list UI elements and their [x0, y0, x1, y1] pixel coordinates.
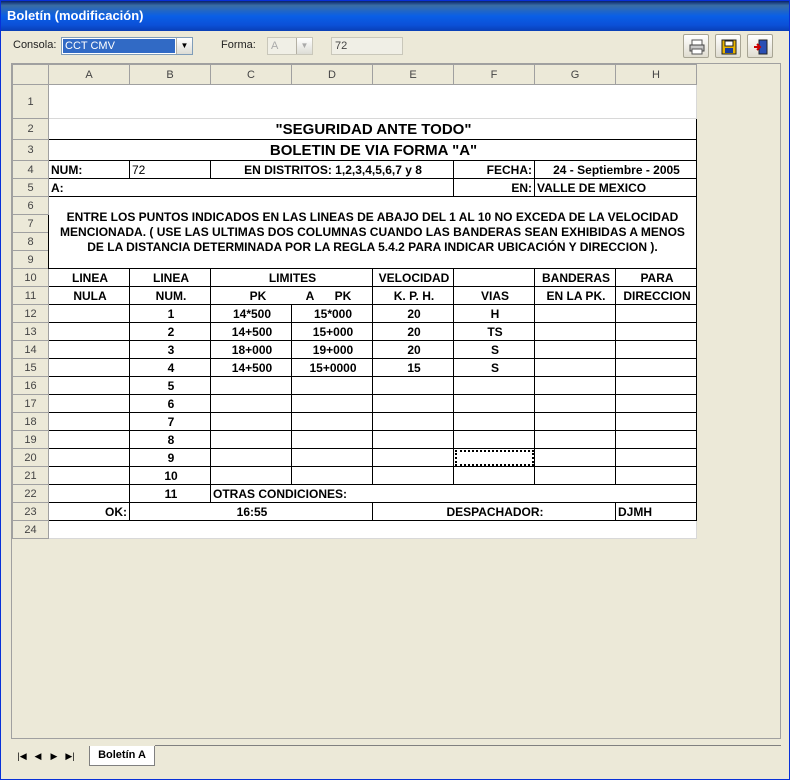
boletin-number-field[interactable]: 72 — [331, 37, 403, 55]
table-cell[interactable]: 7 — [130, 413, 211, 431]
header-cell[interactable] — [454, 269, 535, 287]
header-cell[interactable]: NULA — [49, 287, 130, 305]
table-cell[interactable] — [616, 395, 697, 413]
table-cell[interactable] — [535, 395, 616, 413]
table-cell[interactable] — [616, 359, 697, 377]
table-cell[interactable] — [535, 305, 616, 323]
despachador-value-cell[interactable]: DJMH — [616, 503, 697, 521]
row-header[interactable]: 13 — [13, 323, 49, 341]
table-cell[interactable]: 14+500 — [211, 323, 292, 341]
empty-row-cell[interactable] — [49, 521, 697, 539]
table-cell[interactable]: 1 — [130, 305, 211, 323]
table-cell[interactable]: 8 — [130, 431, 211, 449]
table-cell[interactable] — [616, 413, 697, 431]
table-cell[interactable] — [211, 395, 292, 413]
header-cell[interactable]: BANDERAS — [535, 269, 616, 287]
table-cell[interactable] — [616, 377, 697, 395]
header-cell[interactable]: LINEA — [130, 269, 211, 287]
row-header[interactable]: 15 — [13, 359, 49, 377]
empty-row-cell[interactable] — [49, 85, 697, 119]
table-cell[interactable] — [454, 467, 535, 485]
table-cell[interactable] — [535, 341, 616, 359]
table-cell[interactable] — [616, 323, 697, 341]
row-header[interactable]: 5 — [13, 179, 49, 197]
table-cell[interactable]: 6 — [130, 395, 211, 413]
spreadsheet-grid — [12, 64, 697, 539]
header-cell[interactable]: DIRECCION — [616, 287, 697, 305]
table-cell[interactable] — [535, 377, 616, 395]
table-cell[interactable] — [535, 413, 616, 431]
row-header[interactable]: 18 — [13, 413, 49, 431]
row-header[interactable]: 11 — [13, 287, 49, 305]
table-cell[interactable]: TS — [454, 323, 535, 341]
table-cell[interactable] — [49, 485, 130, 503]
despachador-label-cell[interactable]: DESPACHADOR: — [373, 503, 616, 521]
table-cell[interactable]: 20 — [373, 305, 454, 323]
num-value-cell[interactable]: 72 — [130, 161, 211, 179]
header-cell: PK — [334, 288, 352, 303]
next-sheet-icon[interactable]: ▶ — [50, 751, 58, 761]
table-cell[interactable]: 3 — [130, 341, 211, 359]
printer-icon — [688, 38, 706, 56]
table-cell[interactable] — [49, 431, 130, 449]
column-header[interactable]: B — [130, 65, 211, 85]
table-cell[interactable] — [535, 467, 616, 485]
row-header[interactable]: 10 — [13, 269, 49, 287]
table-cell[interactable] — [211, 467, 292, 485]
table-cell[interactable] — [49, 467, 130, 485]
row-header[interactable]: 12 — [13, 305, 49, 323]
row-header[interactable]: 22 — [13, 485, 49, 503]
header-cell[interactable]: VELOCIDAD — [373, 269, 454, 287]
row-header[interactable]: 24 — [13, 521, 49, 539]
spreadsheet — [11, 63, 781, 739]
header-cell[interactable]: NUM. — [130, 287, 211, 305]
table-cell[interactable]: 15+000 — [292, 323, 373, 341]
exit-button[interactable] — [747, 34, 773, 58]
table-cell[interactable] — [535, 323, 616, 341]
table-cell[interactable] — [373, 413, 454, 431]
prev-sheet-icon[interactable]: ◀ — [34, 751, 42, 761]
table-cell[interactable] — [292, 431, 373, 449]
row-header[interactable]: 23 — [13, 503, 49, 521]
column-header[interactable]: C — [211, 65, 292, 85]
save-button[interactable] — [715, 34, 741, 58]
table-cell[interactable] — [211, 431, 292, 449]
table-cell[interactable] — [535, 449, 616, 467]
table-cell[interactable] — [373, 377, 454, 395]
forma-select[interactable] — [267, 37, 313, 55]
chevron-down-icon[interactable]: ▼ — [176, 38, 192, 54]
row-header[interactable]: 4 — [13, 161, 49, 179]
consola-label: Consola: — [13, 39, 57, 51]
first-sheet-icon[interactable]: |◀ — [17, 751, 27, 761]
column-header[interactable]: F — [454, 65, 535, 85]
column-header[interactable]: G — [535, 65, 616, 85]
table-cell[interactable]: 20 — [373, 323, 454, 341]
ok-label-cell[interactable]: OK: — [49, 503, 130, 521]
forma-selected-value: A — [271, 40, 279, 52]
table-cell[interactable] — [211, 449, 292, 467]
en-label-cell[interactable]: EN: — [454, 179, 535, 197]
table-cell[interactable] — [49, 305, 130, 323]
forma-label: Forma: — [221, 39, 256, 51]
table-cell[interactable] — [535, 431, 616, 449]
table-cell[interactable] — [49, 359, 130, 377]
column-header[interactable]: D — [292, 65, 373, 85]
table-cell[interactable] — [535, 359, 616, 377]
form-title-1[interactable]: "SEGURIDAD ANTE TODO" — [49, 119, 697, 140]
row-header[interactable]: 8 — [13, 233, 49, 251]
table-cell[interactable]: 19+000 — [292, 341, 373, 359]
limites-subheader-cell[interactable] — [211, 287, 373, 305]
table-cell[interactable]: 14*500 — [211, 305, 292, 323]
table-cell[interactable]: 14+500 — [211, 359, 292, 377]
row-header[interactable]: 2 — [13, 119, 49, 140]
table-cell[interactable] — [292, 395, 373, 413]
table-cell[interactable] — [616, 449, 697, 467]
distritos-cell[interactable]: EN DISTRITOS: 1,2,3,4,5,6,7 y 8 — [211, 161, 454, 179]
header-cell[interactable]: K. P. H. — [373, 287, 454, 305]
table-cell[interactable] — [373, 449, 454, 467]
table-cell[interactable] — [454, 377, 535, 395]
table-cell[interactable]: 20 — [373, 341, 454, 359]
table-cell[interactable] — [373, 395, 454, 413]
table-cell[interactable] — [616, 467, 697, 485]
table-cell[interactable]: 4 — [130, 359, 211, 377]
title-bar — [1, 1, 789, 31]
exit-door-icon — [752, 38, 770, 56]
table-cell[interactable]: 18+000 — [211, 341, 292, 359]
consola-select[interactable] — [61, 37, 193, 55]
table-cell[interactable] — [49, 377, 130, 395]
form-title-2[interactable]: BOLETIN DE VIA FORMA "A" — [49, 140, 697, 161]
chevron-down-icon[interactable]: ▼ — [296, 38, 312, 54]
tab-divider — [155, 745, 781, 746]
sheet-tab-bar — [11, 745, 781, 767]
table-cell[interactable] — [211, 413, 292, 431]
header-cell[interactable]: EN LA PK. — [535, 287, 616, 305]
row-header[interactable]: 7 — [13, 215, 49, 233]
table-cell[interactable] — [373, 431, 454, 449]
table-cell[interactable] — [49, 341, 130, 359]
column-header[interactable]: A — [49, 65, 130, 85]
table-cell[interactable] — [454, 431, 535, 449]
table-cell[interactable] — [454, 395, 535, 413]
table-cell[interactable] — [292, 449, 373, 467]
table-cell[interactable]: S — [454, 341, 535, 359]
window-title: Boletín (modificación) — [7, 8, 144, 23]
row-header[interactable]: 16 — [13, 377, 49, 395]
table-cell[interactable] — [373, 467, 454, 485]
table-cell[interactable]: 2 — [130, 323, 211, 341]
header-cell[interactable]: LINEA — [49, 269, 130, 287]
consola-selected-value: CCT CMV — [63, 39, 175, 53]
row-header[interactable]: 3 — [13, 140, 49, 161]
tab-boletin-a[interactable]: Boletín A — [89, 746, 155, 766]
header-cell: A — [305, 288, 315, 303]
header-cell: PK — [249, 288, 267, 303]
table-cell[interactable]: 5 — [130, 377, 211, 395]
table-cell[interactable] — [616, 341, 697, 359]
floppy-save-icon — [720, 38, 738, 56]
table-cell[interactable]: 15+0000 — [292, 359, 373, 377]
print-button[interactable] — [683, 34, 709, 58]
toolbar — [1, 31, 789, 61]
header-cell[interactable]: VIAS — [454, 287, 535, 305]
row-header[interactable]: 14 — [13, 341, 49, 359]
last-sheet-icon[interactable]: ▶| — [65, 751, 75, 761]
row-header[interactable]: 17 — [13, 395, 49, 413]
corner-cell[interactable] — [13, 65, 49, 85]
fecha-value-cell[interactable]: 24 - Septiembre - 2005 — [535, 161, 697, 179]
column-header[interactable]: E — [373, 65, 454, 85]
instructions-cell[interactable]: ENTRE LOS PUNTOS INDICADOS EN LAS LINEAS DE ABAJO DEL 1 AL 10 NO EXCEDA DE LA VELOCIDAD MENCIONADA. ( USE LAS ULTIMAS DOS COLUMNAS CUANDO LAS BANDERAS SEAN EXHIBIDAS A MENOS DE LA DISTANCIA DETERMINADA POR LA REGLA 5.4.2 PARA INDICAR UBICACIÓN Y DIRECCION ). — [49, 197, 697, 269]
table-cell[interactable] — [211, 377, 292, 395]
ok-value-cell[interactable]: 16:55 — [130, 503, 373, 521]
table-cell[interactable] — [292, 413, 373, 431]
table-cell[interactable] — [616, 305, 697, 323]
en-value-cell[interactable]: VALLE DE MEXICO — [535, 179, 697, 197]
selected-cell[interactable] — [454, 449, 535, 467]
table-cell[interactable]: 10 — [130, 467, 211, 485]
table-cell[interactable] — [292, 377, 373, 395]
table-cell[interactable] — [49, 395, 130, 413]
num-label-cell[interactable]: NUM: — [49, 161, 130, 179]
table-cell[interactable]: 11 — [130, 485, 211, 503]
row-header[interactable]: 21 — [13, 467, 49, 485]
a-label-cell[interactable]: A: — [49, 179, 454, 197]
table-cell[interactable]: 15 — [373, 359, 454, 377]
table-cell[interactable] — [49, 413, 130, 431]
header-cell[interactable]: PARA — [616, 269, 697, 287]
row-header[interactable]: 6 — [13, 197, 49, 215]
table-cell[interactable] — [292, 467, 373, 485]
table-cell[interactable] — [49, 449, 130, 467]
table-cell[interactable] — [49, 323, 130, 341]
fecha-label-cell[interactable]: FECHA: — [454, 161, 535, 179]
table-cell[interactable]: 9 — [130, 449, 211, 467]
table-cell[interactable] — [616, 431, 697, 449]
table-cell[interactable]: 15*000 — [292, 305, 373, 323]
table-cell[interactable]: H — [454, 305, 535, 323]
otras-condiciones-cell[interactable]: OTRAS CONDICIONES: — [211, 485, 697, 503]
row-header[interactable]: 20 — [13, 449, 49, 467]
column-header[interactable]: H — [616, 65, 697, 85]
table-cell[interactable] — [454, 413, 535, 431]
table-cell[interactable]: S — [454, 359, 535, 377]
row-header[interactable]: 9 — [13, 251, 49, 269]
row-header[interactable]: 19 — [13, 431, 49, 449]
row-header[interactable]: 1 — [13, 85, 49, 119]
header-cell[interactable]: LIMITES — [211, 269, 373, 287]
